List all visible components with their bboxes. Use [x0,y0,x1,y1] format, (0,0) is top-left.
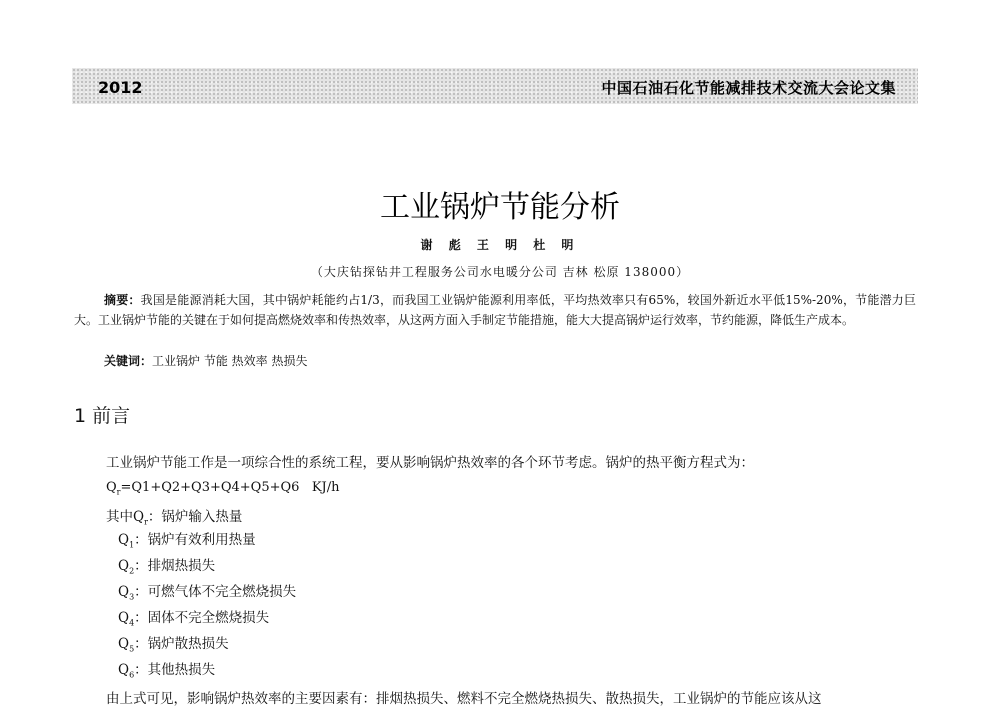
term-sub: 6 [129,670,135,680]
paper-title: 工业锅炉节能分析 [380,190,620,225]
list-item: $Q_4$：固体不完全燃烧损失 [118,610,270,628]
heat-balance-formula [106,480,340,497]
term-sub: 5 [129,644,135,654]
list-item: $Q_2$：排烟热损失 [118,558,216,576]
where-line [106,505,242,527]
term-sub: 2 [129,566,135,576]
proceedings-title: 中国石油石化节能减排技术交流大会论文集 [601,79,896,97]
term-desc: ：锅炉散热损失 [134,636,229,652]
header-year: 2012 [98,78,143,97]
term-desc: ：锅炉有效利用热量 [134,532,256,548]
paper-authors: 谢 彪 王 明 杜 明 [420,238,580,252]
where-prefix: 其中Q [106,509,145,525]
continuation-line: 由上式可见，影响锅炉热效率的主要因素有：排烟热损失、燃料不完全燃烧热损失、散热损失，工业锅炉的节能应该从这 [106,691,822,707]
term-desc: ：可燃气体不完全燃烧损失 [134,584,297,600]
term-sub: 3 [129,592,135,602]
list-item: $Q_3$：可燃气体不完全燃烧损失 [118,584,297,602]
abstract-text: 我国是能源消耗大国，其中锅炉耗能约占1/3，而我国工业锅炉能源利用率低，平均热效率只有65%，较国外新近水平低15%-20%，节能潜力巨大。工业锅炉节能的关键在于如何提高燃烧效率和传热效率，从这两方面入手制定节能措施，能大大提高锅炉运行效率，节约能源，降低生产成本。 [74,293,916,327]
section-heading-preface: 1 前言 [74,405,131,427]
intro-paragraph: 工业锅炉节能工作是一项综合性的系统工程，要从影响锅炉热效率的各个环节考虑。锅炉的热平衡方程式为： [106,455,754,471]
abstract-label: 摘要： [104,293,141,307]
paper-affiliation: （大庆钻探钻井工程服务公司水电暖分公司 吉林 松原 138000） [310,265,690,279]
formula-lhs: Q [106,480,117,495]
heat-term-list [118,529,296,685]
list-item: $Q_1$：锅炉有效利用热量 [118,532,256,550]
term-desc: ：固体不完全燃烧损失 [134,610,270,626]
keywords-text: 工业锅炉 节能 热效率 热损失 [152,354,308,368]
term-sub: 4 [129,618,135,628]
formula-unit: KJ/h [311,480,340,495]
keywords-label: 关键词： [104,354,153,368]
list-item: $Q_5$：锅炉散热损失 [118,636,229,654]
formula-rhs: =Q1+Q2+Q3+Q4+Q5+Q6 [120,480,300,495]
term-sub: 1 [129,540,135,550]
formula-lhs-sub: r [116,487,121,497]
term-desc: ：其他热损失 [134,662,216,678]
where-text: ：锅炉输入热量 [147,509,243,525]
abstract [74,290,916,330]
list-item: $Q_6$：其他热损失 [118,662,216,680]
where-sub: r [144,517,148,527]
term-desc: ：排烟热损失 [134,558,216,574]
keywords [104,352,307,369]
